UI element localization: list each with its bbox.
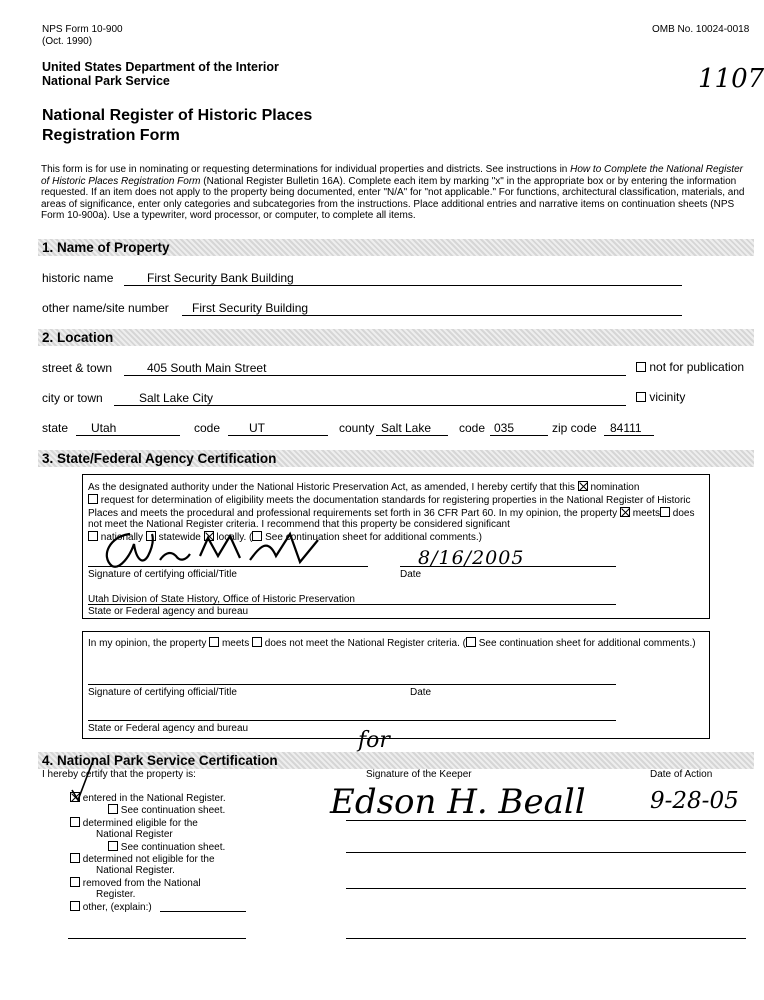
keeper-label: Signature of the Keeper xyxy=(366,769,472,780)
state-label: state xyxy=(42,421,69,435)
signature-label-2: Signature of certifying official/Title xyxy=(88,687,237,698)
signature-line-2 xyxy=(88,684,616,685)
signature-line xyxy=(88,566,368,567)
other-explain-line-2 xyxy=(68,938,246,939)
zip-label: zip code xyxy=(552,421,597,435)
historic-name-label: historic name xyxy=(42,271,114,285)
does-not-meet-checkbox[interactable] xyxy=(660,507,670,517)
request-determination-checkbox[interactable] xyxy=(88,494,98,504)
handwritten-number: 1107 xyxy=(698,64,764,94)
other-name-field[interactable]: First Security Building xyxy=(192,301,309,315)
option-not-eligible[interactable]: determined not eligible for the xyxy=(70,853,215,865)
county-code-label: code xyxy=(459,421,486,435)
vicinity-checkbox[interactable] xyxy=(636,392,646,402)
date-value[interactable]: 8/16/2005 xyxy=(418,547,525,569)
keeper-signature[interactable]: Edson H. Beall xyxy=(330,782,586,822)
county-code-field[interactable]: 035 xyxy=(494,421,515,435)
agency-field[interactable]: Utah Division of State History, Office of Historic Preservation xyxy=(88,594,355,605)
not-for-publication-checkbox[interactable] xyxy=(636,362,646,372)
vicinity-option[interactable] xyxy=(636,390,685,404)
other-checkbox[interactable] xyxy=(70,901,80,911)
option-removed[interactable]: removed from the National xyxy=(70,877,201,889)
agency-opinion-text: In my opinion, the property meets does not meet the National Register criteria. ( See continuation sheet for additional comments.) xyxy=(88,638,696,649)
opinion-does-not-meet-checkbox[interactable] xyxy=(252,637,262,647)
county-line xyxy=(376,435,448,436)
keeper-line-4 xyxy=(346,938,746,939)
certify-statement: I hereby certify that the property is: xyxy=(42,769,196,780)
keeper-for-note: for xyxy=(358,728,390,753)
eligible-continuation-checkbox[interactable] xyxy=(108,841,118,851)
option-eligible-line2: National Register xyxy=(96,829,173,840)
omb-number: OMB No. 10024-0018 xyxy=(652,24,750,35)
section-4-header: 4. National Park Service Certification xyxy=(38,752,754,769)
entered-continuation-checkbox[interactable] xyxy=(108,804,118,814)
signature-label: Signature of certifying official/Title xyxy=(88,569,237,580)
check-mark-icon xyxy=(68,756,98,804)
county-code-line xyxy=(490,435,548,436)
code-field[interactable]: UT xyxy=(249,421,265,435)
historic-name-field[interactable]: First Security Bank Building xyxy=(147,271,294,285)
city-line xyxy=(114,405,626,406)
keeper-line-3 xyxy=(346,888,746,889)
option-entered[interactable]: entered in the National Register. xyxy=(70,792,226,804)
not-for-publication-label: not for publication xyxy=(649,360,745,374)
option-not-eligible-line2: National Register. xyxy=(96,865,175,876)
form-title: National Register of Historic Places xyxy=(42,107,313,124)
zip-field[interactable]: 84111 xyxy=(610,421,642,435)
eligible-checkbox[interactable] xyxy=(70,817,80,827)
state-line xyxy=(76,435,180,436)
street-field[interactable]: 405 South Main Street xyxy=(147,361,267,375)
county-field[interactable]: Salt Lake xyxy=(381,421,432,435)
other-explain-line xyxy=(160,911,246,912)
section-1-header: 1. Name of Property xyxy=(38,239,754,256)
other-name-label: other name/site number xyxy=(42,301,169,315)
other-name-line xyxy=(182,315,682,316)
vicinity-label: vicinity xyxy=(649,390,686,404)
agency-label: State or Federal agency and bureau xyxy=(88,606,249,617)
section-2-header: 2. Location xyxy=(38,329,754,346)
opinion-continuation-checkbox[interactable] xyxy=(466,637,476,647)
agency-line-2 xyxy=(88,720,616,721)
option-entered-continuation[interactable]: See continuation sheet. xyxy=(108,804,225,816)
nomination-checkbox[interactable] xyxy=(578,481,588,491)
action-date-value[interactable]: 9-28-05 xyxy=(650,788,739,814)
county-label: county xyxy=(339,421,375,435)
city-field[interactable]: Salt Lake City xyxy=(139,391,214,405)
street-label: street & town xyxy=(42,361,113,375)
option-removed-line2: Register. xyxy=(96,889,136,900)
form-date: (Oct. 1990) xyxy=(42,36,93,47)
option-eligible[interactable]: determined eligible for the xyxy=(70,817,198,829)
keeper-line-1 xyxy=(346,820,746,821)
keeper-line-2 xyxy=(346,852,746,853)
form-number: NPS Form 10-900 xyxy=(42,24,123,35)
date-label-2: Date xyxy=(410,687,432,698)
state-field[interactable]: Utah xyxy=(91,421,117,435)
option-other[interactable]: other, (explain:) xyxy=(70,901,152,913)
agency-name: National Park Service xyxy=(42,74,170,88)
street-line xyxy=(124,375,626,376)
agency-label-2: State or Federal agency and bureau xyxy=(88,723,249,734)
meets-checkbox[interactable] xyxy=(620,507,630,517)
form-subtitle: Registration Form xyxy=(42,127,180,144)
date-label: Date xyxy=(400,569,422,580)
agency-line xyxy=(88,604,616,605)
not-eligible-checkbox[interactable] xyxy=(70,853,80,863)
not-for-publication-option[interactable] xyxy=(636,360,744,374)
department-name: United States Department of the Interior xyxy=(42,60,279,74)
historic-name-line xyxy=(124,285,682,286)
code-line xyxy=(228,435,328,436)
instructions-paragraph: This form is for use in nominating or requesting determinations for individual properties and districts. See instructions in How to Complete the National Register of Historic Places Registration Form (National Register Bulletin 16A). Complete each item by marking "x" in the appropriate box or by entering the information requested. If an item does not apply to the property being documented, enter "N/A" for "not applicable." For functions, architectural classification, materials, and areas of significance, enter only categories and subcategories from the instructions. Place additional entries and narrative items on continuation sheets (NPS Form 10-900a). Use a typewriter, word processor, or computer, to complete all items. xyxy=(41,164,745,222)
action-date-label: Date of Action xyxy=(650,769,713,780)
section-3-header: 3. State/Federal Agency Certification xyxy=(38,450,754,467)
zip-line xyxy=(604,435,654,436)
city-label: city or town xyxy=(42,391,103,405)
removed-checkbox[interactable] xyxy=(70,877,80,887)
code-label: code xyxy=(194,421,221,435)
state-certification-text: As the designated authority under the National Historic Preservation Act, as amended, I hereby certify that this nomination request for determination of eligibility meets the documentation standards for registering properties in the National Register of Historic Places and meets the procedural and professional requirements set forth in 36 CFR Part 60. In my opinion, the property meets does not meet the National Register criteria. I recommend that this property be considered significant nationally statewide locally. ( See continuation sheet for additional comments.) xyxy=(88,482,695,544)
option-eligible-continuation[interactable]: See continuation sheet. xyxy=(108,841,225,853)
opinion-meets-checkbox[interactable] xyxy=(209,637,219,647)
